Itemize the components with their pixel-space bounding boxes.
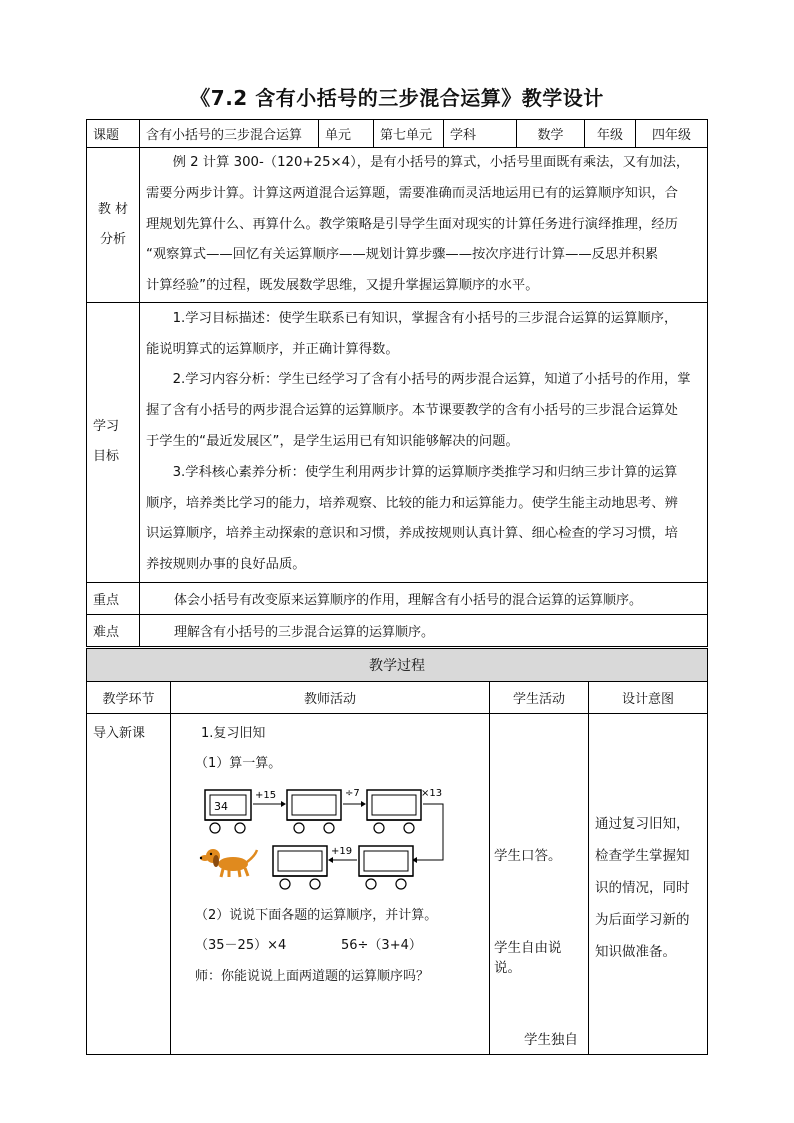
- goals-label-line2: 目标: [93, 449, 120, 465]
- start-value: 34: [214, 800, 228, 813]
- goals-label-line1: 学习: [93, 419, 120, 435]
- difficulty-label: 难点: [87, 614, 140, 646]
- goals-line: 识运算顺序，培养主动探索的意识和习惯，养成按规则认真计算、细心检查的学习习惯，培: [146, 526, 678, 542]
- student-activity-cell: [490, 714, 589, 1055]
- analysis-row: [87, 148, 708, 303]
- goals-line: 养按规则办事的良好品质。: [146, 557, 306, 573]
- design-intent-text: [595, 808, 690, 968]
- intent-line: 为后面学习新的: [595, 912, 690, 928]
- review-heading: 1.复习旧知: [201, 726, 266, 741]
- student-answer-1: 学生口答。: [494, 848, 562, 864]
- analysis-line: 理规划先算什么、再算什么。教学策略是引导学生面对现实的计算任务进行演绎推理，经历: [146, 216, 678, 232]
- goals-line: 1.学习目标描述：使学生联系已有知识，掌握含有小括号的三步混合运算的运算顺序，: [172, 310, 678, 326]
- header-row: [87, 120, 708, 148]
- goals-line: 2.学习内容分析：学生已经学习了含有小括号的两步混合运算，知道了小括号的作用，掌: [172, 372, 691, 388]
- arrow-4-head: [328, 857, 333, 863]
- analysis-label-line2: 分析: [99, 231, 126, 247]
- expression-1: （35－25）×4: [195, 938, 287, 953]
- header-value-grade: 四年级: [636, 120, 708, 148]
- design-intent-cell: [589, 714, 708, 1055]
- analysis-line: 计算经验”的过程，既发展数学思维，又提升掌握运算顺序的水平。: [146, 278, 539, 294]
- analysis-line: 需要分两步计算。计算这两道混合运算题，需要准确而灵活地运用已有的运算顺序知识，合: [146, 185, 678, 201]
- intent-line: 检查学生掌握知: [595, 848, 690, 864]
- process-heading-row: [87, 649, 708, 682]
- question-1: （1）算一算。: [195, 756, 282, 771]
- difficulty-row: [87, 614, 708, 646]
- teacher-activity-cell: [171, 714, 490, 1055]
- process-intro-row: [87, 714, 708, 1055]
- cart-3: [367, 790, 421, 833]
- document-title: 《7.2 含有小括号的三步混合运算》教学设计: [190, 86, 604, 110]
- analysis-line: 例 2 计算 300-（120+25×4），是有小括号的算式，小括号里面既有乘法，又有加法，: [172, 155, 690, 170]
- analysis-content: [140, 148, 708, 303]
- header-value-topic: 含有小括号的三步混合运算: [140, 120, 319, 148]
- arrow-1-head: [281, 801, 286, 807]
- intent-line: 识的情况，同时: [595, 880, 690, 896]
- goals-label: [87, 302, 140, 582]
- intent-line: 知识做准备。: [595, 944, 676, 960]
- question-2: （2）说说下面各题的运算顺序，并计算。: [195, 908, 438, 923]
- key-point-label: 重点: [87, 582, 140, 614]
- goals-line: 于学生的“最近发展区”，是学生运用已有知识能够解决的问题。: [146, 434, 519, 450]
- op-label-1: +15: [255, 790, 277, 801]
- arrow-2-head: [361, 801, 366, 807]
- goals-line: 顺序，培养类比学习的能力，培养观察、比较的能力和运算能力。使学生能主动地思考、辨: [146, 495, 678, 511]
- process-heading: 教学过程: [87, 649, 708, 682]
- stage-cell: [87, 714, 171, 1055]
- cart-result: [273, 846, 327, 889]
- op-label-3: ×13: [421, 788, 443, 799]
- expression-2: 56÷（3+4）: [341, 938, 422, 953]
- cart-4: [359, 846, 413, 889]
- column-teacher: 教师活动: [171, 682, 490, 714]
- header-key-subject: 学科: [444, 120, 517, 148]
- process-columns-row: [87, 682, 708, 714]
- header-key-grade: 年级: [585, 120, 636, 148]
- header-key-topic: 课题: [87, 120, 140, 148]
- calculation-chain-diagram: [195, 778, 455, 918]
- key-point-row: [87, 582, 708, 614]
- goals-line: 3.学科核心素养分析：使学生利用两步计算的运算顺序类推学习和归纳三步计算的运算: [172, 464, 678, 480]
- header-value-unit: 第七单元: [374, 120, 444, 148]
- op-label-4: +19: [331, 846, 353, 857]
- goals-line: 握了含有小括号的两步混合运算的运算顺序。本节课要教学的含有小括号的三步混合运算处: [146, 403, 678, 419]
- op-label-2: ÷7: [345, 788, 360, 799]
- column-intent: 设计意图: [589, 682, 708, 714]
- student-answer-2: 学生自由说说。: [494, 940, 562, 976]
- stage-label: 导入新课: [93, 726, 146, 741]
- intent-line: 通过复习旧知，: [595, 816, 690, 832]
- lesson-info-table: [86, 119, 708, 647]
- analysis-label-line1: 教 材: [97, 201, 129, 217]
- header-key-unit: 单元: [319, 120, 374, 148]
- analysis-line: “观察算式——回忆有关运算顺序——规划计算步骤——按次序进行计算——反思并积累: [146, 247, 659, 263]
- student-answer-3: 学生独自: [524, 1032, 578, 1048]
- goals-line: 能说明算式的运算顺序，并正确计算得数。: [146, 341, 399, 357]
- analysis-label: [87, 148, 140, 303]
- column-student: 学生活动: [490, 682, 589, 714]
- key-point-text: 体会小括号有改变原来运算顺序的作用，理解含有小括号的混合运算的运算顺序。: [140, 582, 708, 614]
- header-value-subject: 数学: [517, 120, 585, 148]
- goals-row: [87, 302, 708, 582]
- cart-start: [205, 790, 251, 833]
- goals-content: [140, 302, 708, 582]
- dog-illustration: [200, 849, 257, 877]
- teacher-question: 师：你能说说上面两道题的运算顺序吗？: [195, 969, 430, 984]
- difficulty-text: 理解含有小括号的三步混合运算的运算顺序。: [140, 614, 708, 646]
- column-stage: 教学环节: [87, 682, 171, 714]
- cart-2: [287, 790, 341, 833]
- teaching-process-table: [86, 648, 708, 1055]
